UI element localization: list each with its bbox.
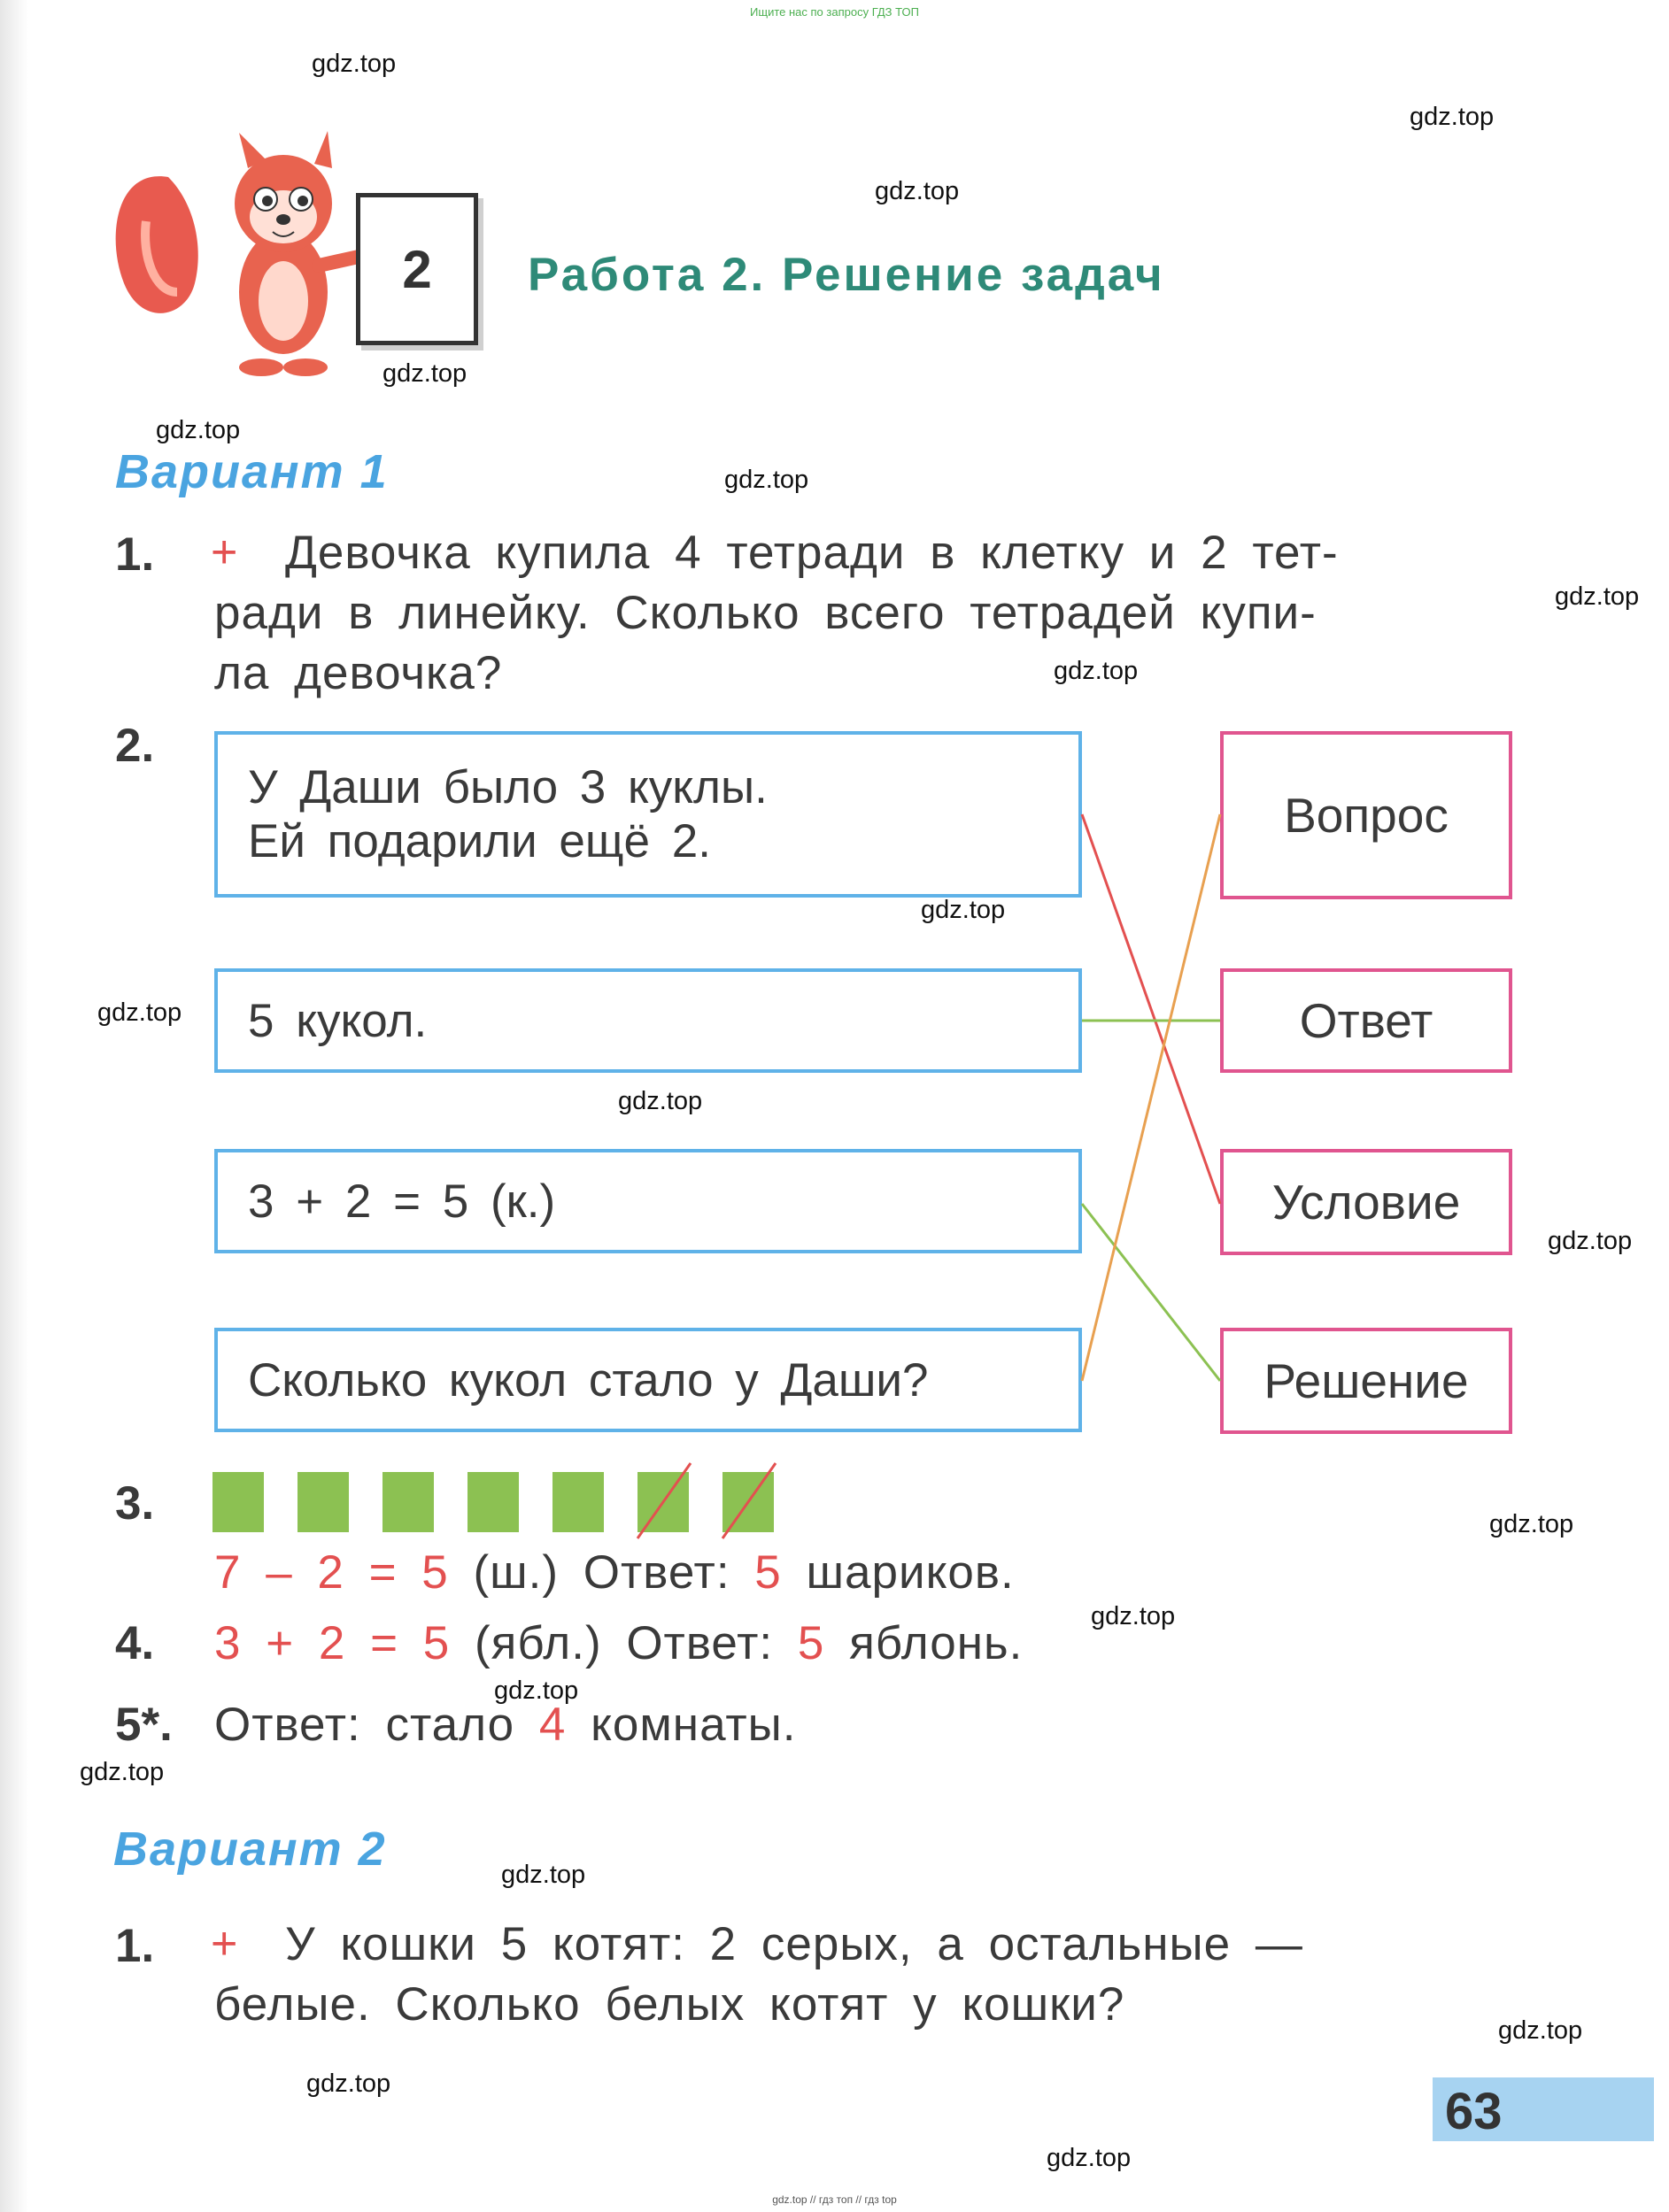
left-box-question-line: Сколько кукол стало у Даши? xyxy=(248,1353,929,1407)
variant2-heading: Вариант 2 xyxy=(113,1823,387,1876)
work-number-card: 2 xyxy=(356,193,478,345)
v1-task3-answer-label: Ответ: xyxy=(583,1546,730,1599)
v1-task5-line xyxy=(214,1698,796,1752)
v1-task1-line3: ла девочка? xyxy=(214,647,503,699)
balloon-square xyxy=(212,1472,264,1532)
right-box-question: Вопрос xyxy=(1220,731,1512,899)
watermark: gdz.top xyxy=(875,177,960,205)
watermark: gdz.top xyxy=(1489,1510,1574,1538)
balloon-square xyxy=(722,1472,774,1532)
footer-note: gdz.top // гдз топ // гдз top xyxy=(772,2193,897,2206)
v1-task3-line xyxy=(214,1545,1015,1599)
v1-task3-number: 3. xyxy=(115,1477,155,1530)
v1-task4-answer-label: Ответ: xyxy=(626,1617,774,1669)
watermark: gdz.top xyxy=(1091,1602,1176,1630)
v1-task4-unit: (ябл.) xyxy=(474,1617,602,1669)
balloon-square xyxy=(552,1472,604,1532)
v1-task4-number: 4. xyxy=(115,1617,155,1669)
watermark: gdz.top xyxy=(306,2069,391,2098)
left-box-condition-line2: Ей подарили ещё 2. xyxy=(248,815,711,867)
v2-task1-number: 1. xyxy=(115,1920,155,1972)
watermark: gdz.top xyxy=(1548,1227,1633,1255)
watermark: gdz.top xyxy=(724,466,809,494)
left-box-solution-line: 3 + 2 = 5 (к.) xyxy=(248,1175,556,1228)
v1-task3-answer-value: 5 xyxy=(754,1546,782,1599)
v1-task5-number: 5*. xyxy=(115,1699,173,1751)
v1-task1-number: 1. xyxy=(115,528,155,581)
watermark: gdz.top xyxy=(80,1758,165,1786)
watermark: gdz.top xyxy=(1054,657,1139,685)
v2-task1-line1: У кошки 5 котят: 2 серых, а остальные — xyxy=(285,1918,1303,1970)
watermark: gdz.top xyxy=(1555,582,1640,611)
watermark: gdz.top xyxy=(494,1676,579,1705)
watermark: gdz.top xyxy=(1410,103,1495,131)
watermark: gdz.top xyxy=(156,416,241,444)
connection-line-4 xyxy=(1082,814,1220,1381)
balloon-square xyxy=(382,1472,434,1532)
v2-task1-mark: + xyxy=(211,1918,238,1969)
connection-line-1 xyxy=(1082,814,1220,1204)
v1-task3-unit: (ш.) xyxy=(473,1546,560,1599)
v1-task1-mark: + xyxy=(211,527,238,578)
cross-out-mark xyxy=(722,1472,774,1532)
watermark: gdz.top xyxy=(97,998,182,1027)
page-number: 63 xyxy=(1445,2083,1503,2140)
watermark: gdz.top xyxy=(501,1861,586,1889)
v1-task3-equation: 7 – 2 = 5 xyxy=(214,1546,449,1599)
watermark: gdz.top xyxy=(1047,2144,1132,2172)
variant1-heading: Вариант 1 xyxy=(115,445,389,498)
watermark: gdz.top xyxy=(382,359,467,388)
v1-task5-answer-word: комнаты. xyxy=(591,1699,797,1751)
v1-task4-answer-word: яблонь. xyxy=(849,1617,1024,1669)
cross-out-mark xyxy=(637,1472,689,1532)
v1-task3-answer-word: шариков. xyxy=(806,1546,1015,1599)
v2-task1-line2: белые. Сколько белых котят у кошки? xyxy=(214,1978,1125,2031)
right-box-answer: Ответ xyxy=(1220,968,1512,1073)
v1-task5-answer-value: 4 xyxy=(538,1699,567,1751)
balloon-square xyxy=(467,1472,519,1532)
left-box-answer-line: 5 кукол. xyxy=(248,994,428,1047)
balloon-square xyxy=(297,1472,349,1532)
watermark: gdz.top xyxy=(618,1087,703,1115)
v1-task4-answer-value: 5 xyxy=(797,1617,825,1669)
watermark: gdz.top xyxy=(921,896,1006,924)
v1-task5-answer-label: Ответ: стало xyxy=(214,1699,515,1751)
balloon-square xyxy=(637,1472,689,1532)
v1-task1-line2: ради в линейку. Сколько всего тетрадей купи- xyxy=(214,587,1317,639)
watermark: gdz.top xyxy=(1498,2016,1583,2045)
v1-task4-line xyxy=(214,1616,1023,1670)
right-box-condition: Условие xyxy=(1220,1149,1512,1255)
v1-task4-equation: 3 + 2 = 5 xyxy=(214,1617,451,1669)
page-title: Работа 2. Решение задач xyxy=(528,249,1165,301)
v1-task2-number: 2. xyxy=(115,720,155,772)
right-box-solution: Решение xyxy=(1220,1328,1512,1434)
left-box-condition-line1: У Даши было 3 куклы. xyxy=(248,761,768,813)
watermark: gdz.top xyxy=(312,50,397,78)
v1-task1-line1: Девочка купила 4 тетради в клетку и 2 тет- xyxy=(285,527,1339,579)
header-note: Ищите нас по запросу ГДЗ ТОП xyxy=(750,5,919,19)
